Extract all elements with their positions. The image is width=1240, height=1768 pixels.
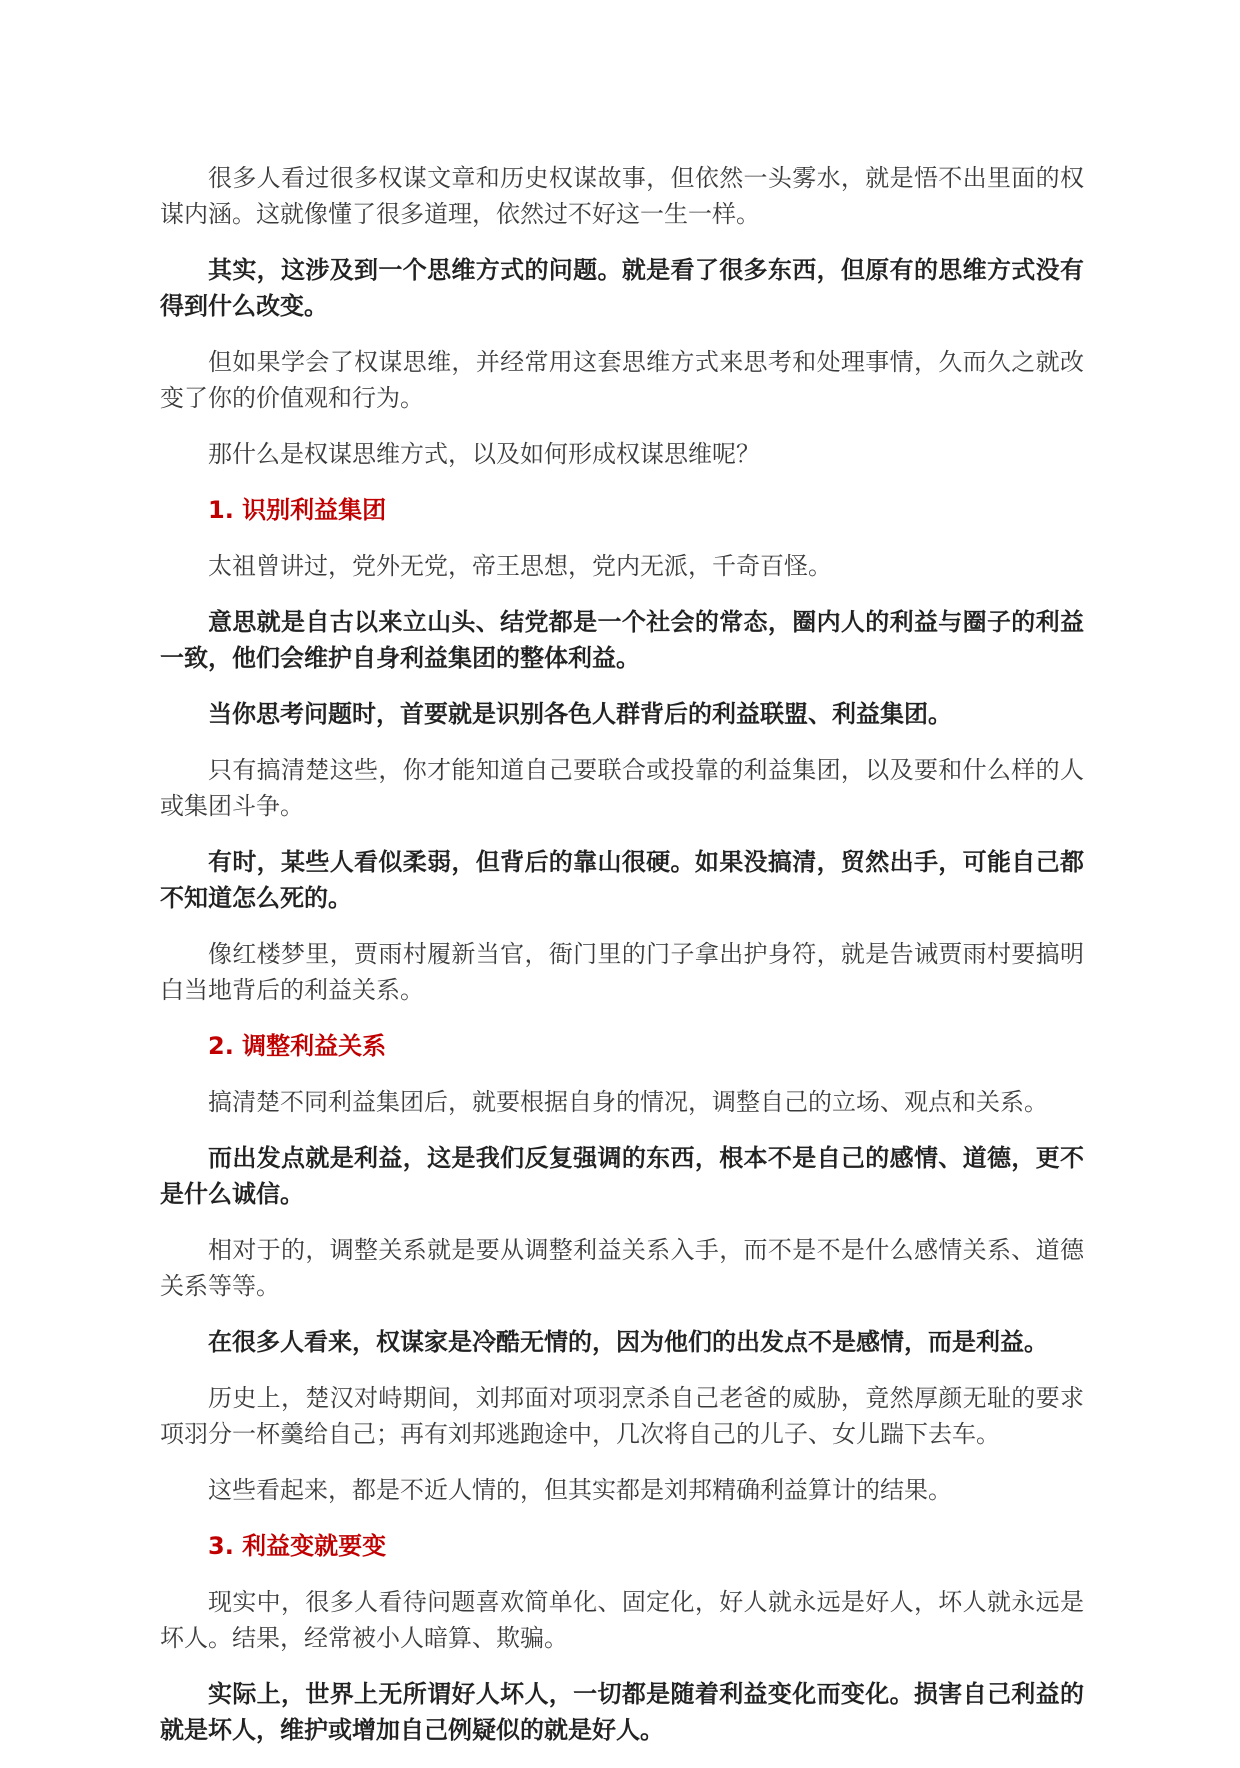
paragraph-question: 那什么是权谋思维方式，以及如何形成权谋思维呢？ bbox=[208, 440, 760, 468]
paragraph-emphasis: 有时，某些人看似柔弱，但背后的靠山很硬。如果没搞清，贸然出手，可能自己都不知道怎么死的。 bbox=[160, 848, 1084, 912]
paragraph: 相对于的，调整关系就是要从调整利益关系入手，而不是不是什么感情关系、道德关系等等。 bbox=[160, 1236, 1084, 1300]
paragraph: 现实中，很多人看待问题喜欢简单化、固定化，好人就永远是好人，坏人就永远是坏人。结果，经常被小人暗算、欺骗。 bbox=[160, 1588, 1084, 1652]
paragraph: 这些看起来，都是不近人情的，但其实都是刘邦精确利益算计的结果。 bbox=[208, 1476, 952, 1504]
paragraph: 搞清楚不同利益集团后，就要根据自身的情况，调整自己的立场、观点和关系。 bbox=[208, 1088, 1048, 1116]
paragraph-emphasis: 其实，这涉及到一个思维方式的问题。就是看了很多东西，但原有的思维方式没有得到什么改变。 bbox=[160, 256, 1084, 320]
paragraph-intro: 很多人看过很多权谋文章和历史权谋故事，但依然一头雾水，就是悟不出里面的权谋内涵。这就像懂了很多道理，依然过不好这一生一样。 bbox=[160, 164, 1084, 228]
paragraph: 太祖曾讲过，党外无党，帝王思想，党内无派，千奇百怪。 bbox=[208, 552, 832, 580]
paragraph: 像红楼梦里，贾雨村履新当官，衙门里的门子拿出护身符，就是告诫贾雨村要搞明白当地背后的利益关系。 bbox=[160, 940, 1084, 1004]
section-heading-1: 1. 识别利益集团 bbox=[208, 496, 387, 524]
paragraph: 历史上，楚汉对峙期间，刘邦面对项羽烹杀自己老爸的威胁，竟然厚颜无耻的要求项羽分一杯羹给自己；再有刘邦逃跑途中，几次将自己的儿子、女儿踹下去车。 bbox=[160, 1384, 1084, 1448]
paragraph-emphasis: 意思就是自古以来立山头、结党都是一个社会的常态，圈内人的利益与圈子的利益一致，他们会维护自身利益集团的整体利益。 bbox=[160, 608, 1084, 672]
paragraph: 但如果学会了权谋思维，并经常用这套思维方式来思考和处理事情，久而久之就改变了你的价值观和行为。 bbox=[160, 348, 1084, 412]
section-heading-2: 2. 调整利益关系 bbox=[208, 1032, 387, 1060]
paragraph-emphasis: 当你思考问题时，首要就是识别各色人群背后的利益联盟、利益集团。 bbox=[208, 700, 952, 728]
paragraph-emphasis: 实际上，世界上无所谓好人坏人，一切都是随着利益变化而变化。损害自己利益的就是坏人，维护或增加自己例疑似的就是好人。 bbox=[160, 1680, 1084, 1744]
paragraph-emphasis: 而出发点就是利益，这是我们反复强调的东西，根本不是自己的感情、道德，更不是什么诚信。 bbox=[160, 1144, 1084, 1208]
section-heading-3: 3. 利益变就要变 bbox=[208, 1532, 387, 1560]
paragraph: 只有搞清楚这些，你才能知道自己要联合或投靠的利益集团，以及要和什么样的人或集团斗争。 bbox=[160, 756, 1084, 820]
paragraph-emphasis: 在很多人看来，权谋家是冷酷无情的，因为他们的出发点不是感情，而是利益。 bbox=[208, 1328, 1048, 1356]
document-page bbox=[160, 160, 1084, 1768]
